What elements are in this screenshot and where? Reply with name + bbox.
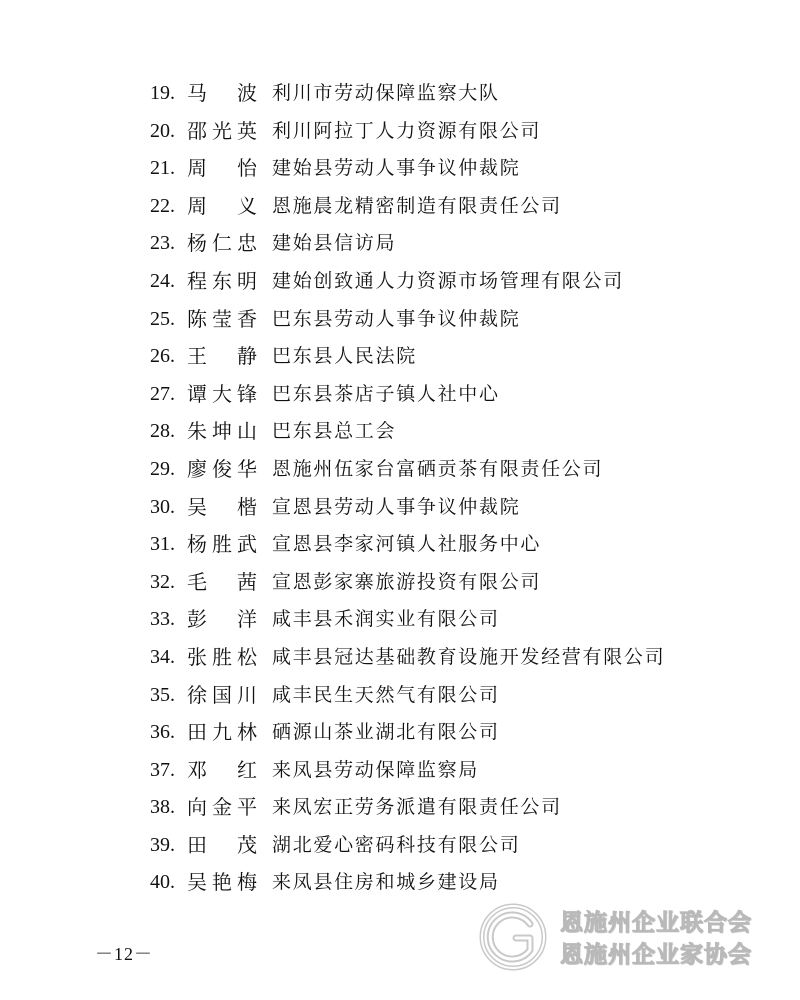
person-name [187, 567, 257, 597]
name-char: 茂 [237, 832, 257, 857]
person-name [187, 78, 257, 108]
entry-number: 22. [150, 194, 175, 217]
list-item [0, 116, 800, 154]
organization-name: 巴东县劳动人事争议仲裁院 [272, 307, 521, 330]
name-char: 马 [187, 81, 207, 105]
list-item [0, 379, 800, 417]
entry-number: 27. [150, 382, 175, 405]
list-item [0, 680, 800, 718]
name-char: 英 [237, 118, 257, 143]
entry-number: 40. [150, 871, 175, 894]
name-char: 波 [237, 81, 257, 105]
list-item [0, 792, 800, 830]
entry-number: 30. [150, 495, 175, 518]
person-name [187, 304, 257, 334]
organization-name: 巴东县人民法院 [272, 345, 417, 368]
name-char: 茜 [237, 569, 257, 594]
name-char: 邓 [187, 757, 207, 782]
entry-number: 34. [150, 645, 175, 668]
list-item [0, 304, 800, 342]
name-char: 洋 [237, 607, 257, 632]
organization-name: 建始县劳动人事争议仲裁院 [272, 157, 521, 180]
entry-number: 35. [150, 683, 175, 706]
honoree-list [0, 78, 800, 905]
list-item [0, 416, 800, 454]
list-item [0, 567, 800, 605]
person-name [187, 116, 257, 146]
name-char: 谭 [187, 381, 207, 406]
name-char: 红 [237, 757, 257, 782]
person-name [187, 867, 257, 897]
name-char: 田 [187, 832, 207, 857]
organization-name: 湖北爱心密码科技有限公司 [272, 833, 521, 856]
watermark [478, 896, 778, 976]
name-char: 香 [237, 306, 257, 331]
name-char: 周 [187, 193, 207, 218]
person-name [187, 454, 257, 484]
person-name [187, 680, 257, 710]
person-name [187, 191, 257, 221]
person-name [187, 379, 257, 409]
watermark-line-1: 恩施州企业联合会 [560, 910, 752, 936]
name-char: 徐 [187, 682, 207, 707]
list-item [0, 642, 800, 680]
entry-number: 19. [150, 82, 175, 104]
name-char: 山 [237, 419, 257, 444]
name-char: 邵 [187, 118, 207, 143]
name-char: 毛 [187, 569, 207, 594]
entry-number: 39. [150, 833, 175, 856]
organization-name: 咸丰县禾润实业有限公司 [272, 608, 500, 631]
name-char: 忠 [237, 231, 257, 256]
page-number: －12－ [95, 944, 153, 964]
entry-number: 26. [150, 345, 175, 368]
entry-number: 29. [150, 457, 175, 480]
name-char: 周 [187, 156, 207, 181]
name-char: 吴 [187, 870, 207, 895]
name-char: 东 [212, 268, 232, 293]
name-char: 向 [187, 795, 207, 820]
name-char: 莹 [212, 306, 232, 331]
list-item [0, 830, 800, 868]
name-char: 怡 [237, 156, 257, 181]
entry-number: 24. [150, 269, 175, 292]
person-name [187, 153, 257, 183]
name-char: 川 [237, 682, 257, 707]
federation-logo-icon [478, 902, 548, 972]
entry-number: 38. [150, 796, 175, 819]
person-name [187, 792, 257, 822]
person-name [187, 604, 257, 634]
name-char: 胜 [212, 532, 232, 557]
name-char: 田 [187, 720, 207, 745]
list-item [0, 228, 800, 266]
organization-name: 宣恩彭家寨旅游投资有限公司 [272, 570, 542, 593]
name-char: 仁 [212, 231, 232, 256]
person-name [187, 755, 257, 785]
name-char: 义 [237, 193, 257, 218]
name-char: 杨 [187, 532, 207, 557]
list-item [0, 717, 800, 755]
organization-name: 硒源山茶业湖北有限公司 [272, 721, 500, 744]
watermark-line-2: 恩施州企业家协会 [560, 942, 752, 968]
organization-name: 来凤县劳动保障监察局 [272, 758, 480, 781]
entry-number: 20. [150, 119, 175, 142]
person-name [187, 266, 257, 296]
name-char: 静 [237, 344, 257, 369]
name-char: 王 [187, 344, 207, 369]
list-item [0, 454, 800, 492]
name-char: 俊 [212, 456, 232, 481]
list-item [0, 266, 800, 304]
organization-name: 利川阿拉丁人力资源有限公司 [272, 119, 542, 142]
list-item [0, 755, 800, 793]
organization-name: 宣恩县李家河镇人社服务中心 [272, 533, 542, 556]
name-char: 明 [237, 268, 257, 293]
entry-number: 31. [150, 533, 175, 556]
name-char: 张 [187, 644, 207, 669]
entry-number: 21. [150, 157, 175, 180]
person-name [187, 228, 257, 258]
organization-name: 来凤宏正劳务派遣有限责任公司 [272, 796, 562, 819]
entry-number: 36. [150, 721, 175, 744]
organization-name: 来凤县住房和城乡建设局 [272, 871, 500, 894]
name-char: 楷 [237, 494, 257, 519]
name-char: 国 [212, 682, 232, 707]
organization-name: 恩施州伍家台富硒贡茶有限责任公司 [272, 457, 604, 480]
organization-name: 巴东县总工会 [272, 420, 397, 443]
name-char: 武 [237, 532, 257, 557]
name-char: 松 [237, 644, 257, 669]
entry-number: 32. [150, 570, 175, 593]
organization-name: 利川市劳动保障监察大队 [272, 82, 500, 104]
entry-number: 28. [150, 420, 175, 443]
list-item [0, 492, 800, 530]
organization-name: 建始县信访局 [272, 232, 397, 255]
name-char: 九 [212, 720, 232, 745]
name-char: 陈 [187, 306, 207, 331]
list-item [0, 529, 800, 567]
organization-name: 巴东县茶店子镇人社中心 [272, 382, 500, 405]
name-char: 廖 [187, 456, 207, 481]
organization-name: 咸丰县冠达基础教育设施开发经营有限公司 [272, 645, 666, 668]
name-char: 艳 [212, 870, 232, 895]
name-char: 平 [237, 795, 257, 820]
name-char: 程 [187, 268, 207, 293]
person-name [187, 717, 257, 747]
person-name [187, 492, 257, 522]
name-char: 朱 [187, 419, 207, 444]
list-item [0, 341, 800, 379]
name-char: 金 [212, 795, 232, 820]
organization-name: 咸丰民生天然气有限公司 [272, 683, 500, 706]
name-char: 锋 [237, 381, 257, 406]
organization-name: 建始创致通人力资源市场管理有限公司 [272, 269, 624, 292]
name-char: 吴 [187, 494, 207, 519]
person-name [187, 341, 257, 371]
person-name [187, 642, 257, 672]
person-name [187, 416, 257, 446]
entry-number: 25. [150, 307, 175, 330]
entry-number: 33. [150, 608, 175, 631]
name-char: 林 [237, 720, 257, 745]
name-char: 光 [212, 118, 232, 143]
name-char: 大 [212, 381, 232, 406]
person-name [187, 529, 257, 559]
name-char: 胜 [212, 644, 232, 669]
list-item [0, 153, 800, 191]
name-char: 华 [237, 456, 257, 481]
person-name [187, 830, 257, 860]
entry-number: 23. [150, 232, 175, 255]
list-item [0, 604, 800, 642]
name-char: 彭 [187, 607, 207, 632]
entry-number: 37. [150, 758, 175, 781]
name-char: 杨 [187, 231, 207, 256]
list-item [0, 78, 800, 116]
name-char: 梅 [237, 870, 257, 895]
name-char: 坤 [212, 419, 232, 444]
list-item [0, 191, 800, 229]
organization-name: 宣恩县劳动人事争议仲裁院 [272, 495, 521, 518]
organization-name: 恩施晨龙精密制造有限责任公司 [272, 194, 562, 217]
